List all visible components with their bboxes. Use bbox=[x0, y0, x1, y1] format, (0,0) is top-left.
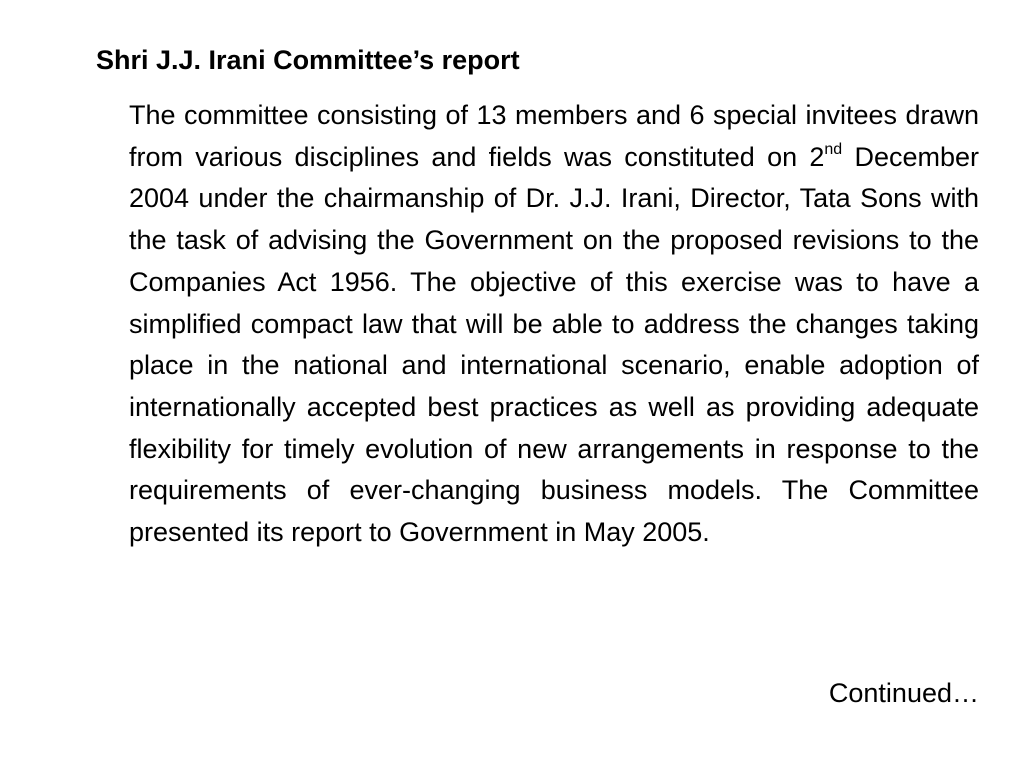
paragraph-text-end: December 2004 under the chairmanship of Dr. J.J. Irani, Director, Tata Sons with the task of advising the Government on the proposed revisions to the Companies Act 1956. The objective of this exercise was to have a simplified compact law that will be able to address the changes taking place in the national and international scenario, enable adoption of internationally accepted best practices as well as providing adequate flexibility for timely evolution of new arrangements in response to the requirements of ever-changing business models. The Committee presented its report to Government in May 2005. bbox=[129, 141, 979, 548]
continued-label: Continued… bbox=[828, 678, 979, 708]
ordinal-suffix: nd bbox=[824, 140, 843, 158]
paragraph-text-start: The committee consisting of 13 members and 6 special invitees drawn from various disciplines and fields was constituted on 2 bbox=[129, 100, 979, 172]
body-paragraph bbox=[129, 95, 979, 554]
slide-heading: Shri J.J. Irani Committee’s report bbox=[96, 45, 520, 75]
